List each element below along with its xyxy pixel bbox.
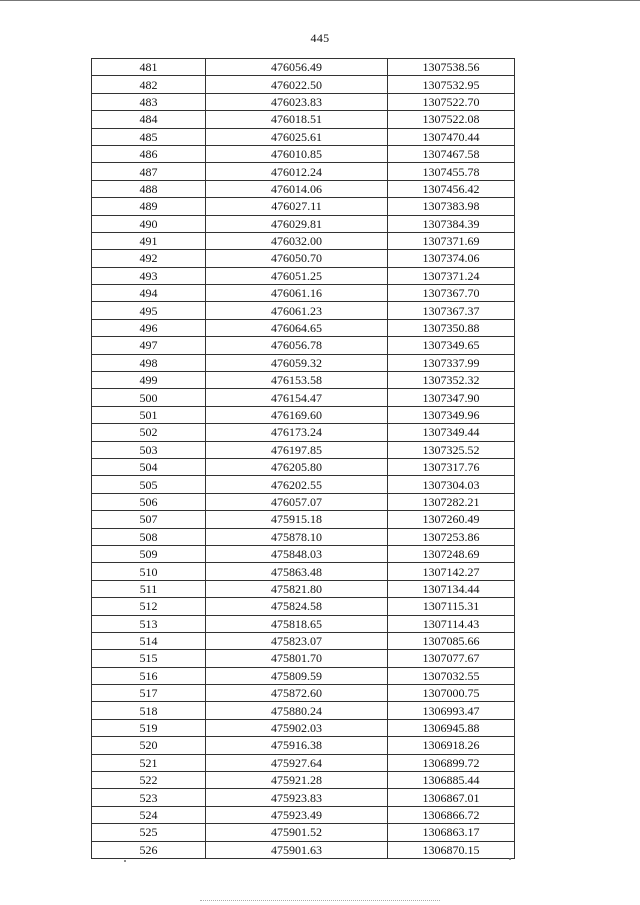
point-number-cell: 501 xyxy=(92,406,206,423)
y-coordinate-cell: 1307114.43 xyxy=(388,615,515,632)
x-coordinate-cell: 475880.24 xyxy=(206,702,388,719)
table-row xyxy=(92,580,515,597)
x-coordinate-cell: 476014.06 xyxy=(206,180,388,197)
y-coordinate-cell: 1306993.47 xyxy=(388,702,515,719)
table-row xyxy=(92,632,515,649)
point-number-cell: 496 xyxy=(92,319,206,336)
table-row xyxy=(92,650,515,667)
x-coordinate-cell: 476056.78 xyxy=(206,337,388,354)
y-coordinate-cell: 1307374.06 xyxy=(388,250,515,267)
table-row xyxy=(92,441,515,458)
point-number-cell: 483 xyxy=(92,93,206,110)
point-number-cell: 512 xyxy=(92,598,206,615)
y-coordinate-cell: 1307077.67 xyxy=(388,650,515,667)
x-coordinate-cell: 475921.28 xyxy=(206,772,388,789)
table-row xyxy=(92,476,515,493)
x-coordinate-cell: 475872.60 xyxy=(206,685,388,702)
x-coordinate-cell: 475818.65 xyxy=(206,615,388,632)
y-coordinate-cell: 1307383.98 xyxy=(388,198,515,215)
point-number-cell: 489 xyxy=(92,198,206,215)
y-coordinate-cell: 1307349.96 xyxy=(388,406,515,423)
x-coordinate-cell: 476018.51 xyxy=(206,111,388,128)
point-number-cell: 517 xyxy=(92,685,206,702)
table-row xyxy=(92,685,515,702)
table-row xyxy=(92,76,515,93)
y-coordinate-cell: 1307000.75 xyxy=(388,685,515,702)
point-number-cell: 520 xyxy=(92,737,206,754)
point-number-cell: 510 xyxy=(92,563,206,580)
table-row xyxy=(92,285,515,302)
y-coordinate-cell: 1306885.44 xyxy=(388,772,515,789)
y-coordinate-cell: 1306918.26 xyxy=(388,737,515,754)
x-coordinate-cell: 476154.47 xyxy=(206,389,388,406)
point-number-cell: 500 xyxy=(92,389,206,406)
table-row xyxy=(92,667,515,684)
table-row xyxy=(92,493,515,510)
table-row xyxy=(92,424,515,441)
point-number-cell: 488 xyxy=(92,180,206,197)
y-coordinate-cell: 1307522.70 xyxy=(388,93,515,110)
point-number-cell: 506 xyxy=(92,493,206,510)
y-coordinate-cell: 1306870.15 xyxy=(388,841,515,858)
page-top-rule xyxy=(0,0,640,1)
y-coordinate-cell: 1307142.27 xyxy=(388,563,515,580)
y-coordinate-cell: 1307349.44 xyxy=(388,424,515,441)
y-coordinate-cell: 1307470.44 xyxy=(388,128,515,145)
point-number-cell: 503 xyxy=(92,441,206,458)
y-coordinate-cell: 1306867.01 xyxy=(388,789,515,806)
y-coordinate-cell: 1307349.65 xyxy=(388,337,515,354)
table-row xyxy=(92,458,515,475)
y-coordinate-cell: 1307367.70 xyxy=(388,285,515,302)
x-coordinate-cell: 476057.07 xyxy=(206,493,388,510)
coordinates-table xyxy=(91,58,515,859)
point-number-cell: 516 xyxy=(92,667,206,684)
point-number-cell: 481 xyxy=(92,59,206,76)
x-coordinate-cell: 476173.24 xyxy=(206,424,388,441)
table-row xyxy=(92,372,515,389)
y-coordinate-cell: 1307337.99 xyxy=(388,354,515,371)
x-coordinate-cell: 476027.11 xyxy=(206,198,388,215)
y-coordinate-cell: 1307085.66 xyxy=(388,632,515,649)
table-row xyxy=(92,389,515,406)
y-coordinate-cell: 1307317.76 xyxy=(388,458,515,475)
point-number-cell: 484 xyxy=(92,111,206,128)
x-coordinate-cell: 475901.63 xyxy=(206,841,388,858)
y-coordinate-cell: 1307248.69 xyxy=(388,545,515,562)
table-row xyxy=(92,250,515,267)
table-row xyxy=(92,337,515,354)
table-row xyxy=(92,806,515,823)
y-coordinate-cell: 1307384.39 xyxy=(388,215,515,232)
x-coordinate-cell: 476050.70 xyxy=(206,250,388,267)
table-row xyxy=(92,719,515,736)
table-row xyxy=(92,111,515,128)
y-coordinate-cell: 1307304.03 xyxy=(388,476,515,493)
table-row xyxy=(92,59,515,76)
x-coordinate-cell: 475821.80 xyxy=(206,580,388,597)
y-coordinate-cell: 1307134.44 xyxy=(388,580,515,597)
y-coordinate-cell: 1307371.24 xyxy=(388,267,515,284)
y-coordinate-cell: 1306899.72 xyxy=(388,754,515,771)
table-row xyxy=(92,702,515,719)
point-number-cell: 494 xyxy=(92,285,206,302)
y-coordinate-cell: 1307455.78 xyxy=(388,163,515,180)
x-coordinate-cell: 475848.03 xyxy=(206,545,388,562)
point-number-cell: 511 xyxy=(92,580,206,597)
point-number-cell: 515 xyxy=(92,650,206,667)
point-number-cell: 498 xyxy=(92,354,206,371)
table-row xyxy=(92,180,515,197)
x-coordinate-cell: 476032.00 xyxy=(206,232,388,249)
table-row xyxy=(92,824,515,841)
y-coordinate-cell: 1307532.95 xyxy=(388,76,515,93)
table-row xyxy=(92,406,515,423)
table-row xyxy=(92,319,515,336)
table-row xyxy=(92,128,515,145)
y-coordinate-cell: 1306863.17 xyxy=(388,824,515,841)
point-number-cell: 524 xyxy=(92,806,206,823)
point-number-cell: 509 xyxy=(92,545,206,562)
page-number: 445 xyxy=(310,31,330,45)
table-row xyxy=(92,354,515,371)
y-coordinate-cell: 1307115.31 xyxy=(388,598,515,615)
y-coordinate-cell: 1307367.37 xyxy=(388,302,515,319)
x-coordinate-cell: 475923.49 xyxy=(206,806,388,823)
point-number-cell: 507 xyxy=(92,511,206,528)
point-number-cell: 518 xyxy=(92,702,206,719)
point-number-cell: 482 xyxy=(92,76,206,93)
table-row xyxy=(92,511,515,528)
y-coordinate-cell: 1306866.72 xyxy=(388,806,515,823)
coordinates-table-body xyxy=(92,59,515,859)
scan-edge-dots xyxy=(200,900,440,902)
point-number-cell: 525 xyxy=(92,824,206,841)
x-coordinate-cell: 476025.61 xyxy=(206,128,388,145)
table-row xyxy=(92,232,515,249)
x-coordinate-cell: 476022.50 xyxy=(206,76,388,93)
x-coordinate-cell: 476064.65 xyxy=(206,319,388,336)
x-coordinate-cell: 475878.10 xyxy=(206,528,388,545)
point-number-cell: 523 xyxy=(92,789,206,806)
x-coordinate-cell: 476061.16 xyxy=(206,285,388,302)
y-coordinate-cell: 1307253.86 xyxy=(388,528,515,545)
y-coordinate-cell: 1307325.52 xyxy=(388,441,515,458)
point-number-cell: 490 xyxy=(92,215,206,232)
x-coordinate-cell: 476010.85 xyxy=(206,145,388,162)
x-coordinate-cell: 476056.49 xyxy=(206,59,388,76)
x-coordinate-cell: 476029.81 xyxy=(206,215,388,232)
table-row xyxy=(92,145,515,162)
x-coordinate-cell: 476051.25 xyxy=(206,267,388,284)
point-number-cell: 504 xyxy=(92,458,206,475)
table-row xyxy=(92,545,515,562)
point-number-cell: 502 xyxy=(92,424,206,441)
x-coordinate-cell: 475863.48 xyxy=(206,563,388,580)
table-row xyxy=(92,598,515,615)
x-coordinate-cell: 475902.03 xyxy=(206,719,388,736)
table-row xyxy=(92,267,515,284)
x-coordinate-cell: 475801.70 xyxy=(206,650,388,667)
x-coordinate-cell: 476197.85 xyxy=(206,441,388,458)
table-row xyxy=(92,198,515,215)
point-number-cell: 519 xyxy=(92,719,206,736)
point-number-cell: 508 xyxy=(92,528,206,545)
point-number-cell: 499 xyxy=(92,372,206,389)
scan-speck xyxy=(509,858,511,860)
point-number-cell: 495 xyxy=(92,302,206,319)
point-number-cell: 513 xyxy=(92,615,206,632)
x-coordinate-cell: 476061.23 xyxy=(206,302,388,319)
scan-speck xyxy=(124,860,126,862)
y-coordinate-cell: 1307347.90 xyxy=(388,389,515,406)
table-row xyxy=(92,563,515,580)
y-coordinate-cell: 1306945.88 xyxy=(388,719,515,736)
table-row xyxy=(92,163,515,180)
y-coordinate-cell: 1307260.49 xyxy=(388,511,515,528)
x-coordinate-cell: 475901.52 xyxy=(206,824,388,841)
x-coordinate-cell: 475823.07 xyxy=(206,632,388,649)
x-coordinate-cell: 476023.83 xyxy=(206,93,388,110)
x-coordinate-cell: 476153.58 xyxy=(206,372,388,389)
point-number-cell: 491 xyxy=(92,232,206,249)
point-number-cell: 492 xyxy=(92,250,206,267)
x-coordinate-cell: 475809.59 xyxy=(206,667,388,684)
x-coordinate-cell: 475923.83 xyxy=(206,789,388,806)
y-coordinate-cell: 1307538.56 xyxy=(388,59,515,76)
y-coordinate-cell: 1307522.08 xyxy=(388,111,515,128)
y-coordinate-cell: 1307350.88 xyxy=(388,319,515,336)
x-coordinate-cell: 475824.58 xyxy=(206,598,388,615)
x-coordinate-cell: 475927.64 xyxy=(206,754,388,771)
table-row xyxy=(92,93,515,110)
x-coordinate-cell: 476059.32 xyxy=(206,354,388,371)
x-coordinate-cell: 475915.18 xyxy=(206,511,388,528)
table-row xyxy=(92,615,515,632)
y-coordinate-cell: 1307371.69 xyxy=(388,232,515,249)
y-coordinate-cell: 1307282.21 xyxy=(388,493,515,510)
y-coordinate-cell: 1307352.32 xyxy=(388,372,515,389)
table-row xyxy=(92,737,515,754)
y-coordinate-cell: 1307456.42 xyxy=(388,180,515,197)
y-coordinate-cell: 1307467.58 xyxy=(388,145,515,162)
x-coordinate-cell: 476202.55 xyxy=(206,476,388,493)
point-number-cell: 514 xyxy=(92,632,206,649)
x-coordinate-cell: 476169.60 xyxy=(206,406,388,423)
table-row xyxy=(92,215,515,232)
point-number-cell: 487 xyxy=(92,163,206,180)
table-row xyxy=(92,754,515,771)
point-number-cell: 521 xyxy=(92,754,206,771)
x-coordinate-cell: 475916.38 xyxy=(206,737,388,754)
point-number-cell: 485 xyxy=(92,128,206,145)
point-number-cell: 497 xyxy=(92,337,206,354)
table-row xyxy=(92,772,515,789)
table-row xyxy=(92,302,515,319)
y-coordinate-cell: 1307032.55 xyxy=(388,667,515,684)
point-number-cell: 486 xyxy=(92,145,206,162)
table-row xyxy=(92,789,515,806)
table-row xyxy=(92,528,515,545)
x-coordinate-cell: 476012.24 xyxy=(206,163,388,180)
point-number-cell: 493 xyxy=(92,267,206,284)
point-number-cell: 526 xyxy=(92,841,206,858)
table-row xyxy=(92,841,515,858)
point-number-cell: 522 xyxy=(92,772,206,789)
point-number-cell: 505 xyxy=(92,476,206,493)
x-coordinate-cell: 476205.80 xyxy=(206,458,388,475)
